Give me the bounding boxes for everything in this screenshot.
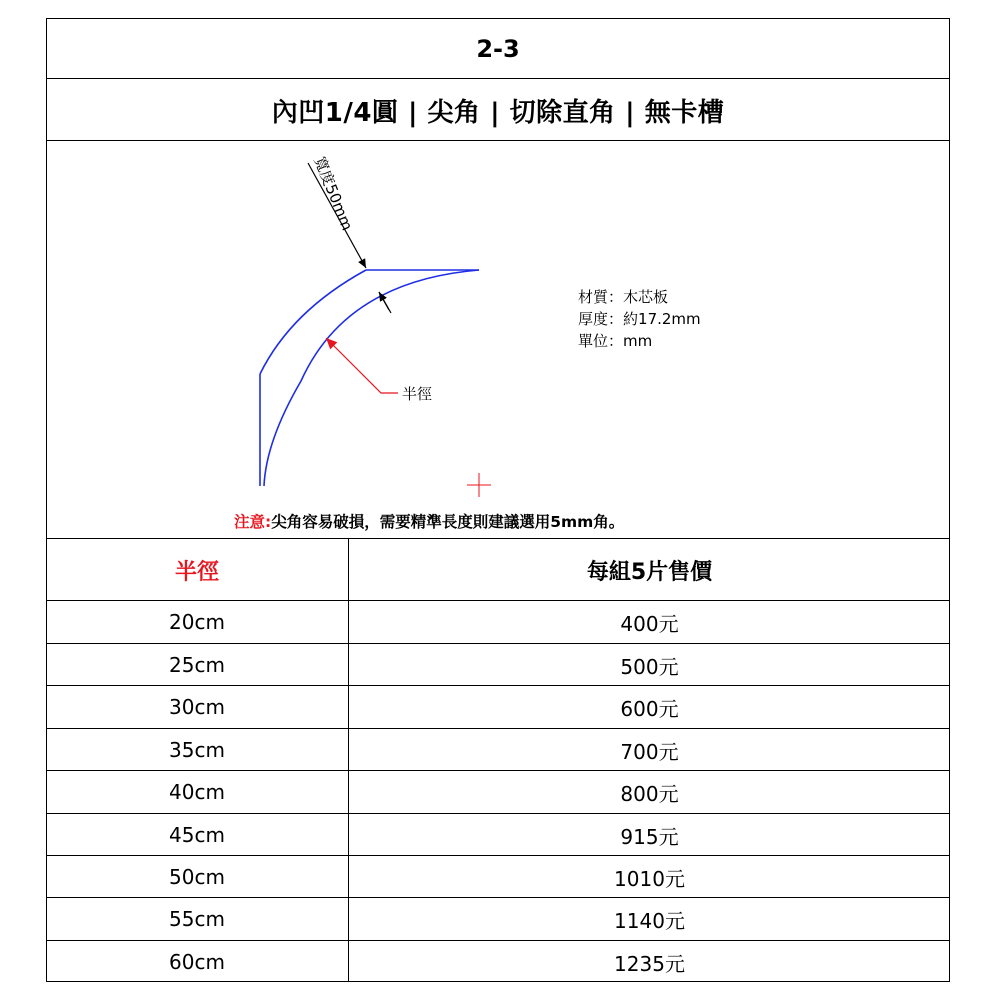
table-cell-radius: 20cm: [169, 610, 225, 634]
profile-outline: [260, 270, 479, 486]
column-header-radius: 半徑: [174, 559, 219, 585]
table-cell-price: 1140元: [614, 908, 685, 933]
width-label: 寬度50mm: [310, 153, 357, 234]
radius-leader: [326, 338, 398, 393]
table-cell-radius: 35cm: [169, 738, 225, 762]
table-cell-price: 400元: [620, 611, 679, 636]
table-cell-price: 700元: [620, 739, 679, 764]
page-title: 內凹1/4圓 | 尖角 | 切除直角 | 無卡槽: [271, 97, 725, 128]
table-cell-radius: 45cm: [169, 823, 225, 847]
radius-label: 半徑: [402, 385, 433, 403]
spec-thickness: 厚度：約17.2mm: [578, 310, 701, 328]
table-cell-radius: 60cm: [169, 950, 225, 974]
table-cell-radius: 55cm: [169, 907, 225, 931]
table-cell-radius: 25cm: [169, 653, 225, 677]
profile-diagram: [46, 141, 950, 539]
product-code: 2-3: [476, 34, 520, 63]
table-cell-radius: 50cm: [169, 865, 225, 889]
notice-prefix: 注意:: [234, 513, 272, 531]
spec-material: 材質：木芯板: [578, 288, 669, 306]
column-header-price: 每組5片售價: [586, 559, 713, 585]
notice-text: 尖角容易破損，需要精準長度則建議選用5mm角。: [271, 513, 625, 531]
notice: [234, 510, 624, 532]
table-cell-price: 800元: [620, 781, 679, 806]
table-cell-radius: 30cm: [169, 695, 225, 719]
inner-arc: [264, 270, 479, 486]
table-cell-price: 1235元: [614, 951, 685, 976]
spec-unit: 單位：mm: [578, 332, 653, 350]
profile-drawing: [46, 141, 950, 539]
table-cell-price: 915元: [620, 824, 679, 849]
table-cell-price: 600元: [620, 696, 679, 721]
table-cell-price: 500元: [620, 654, 679, 679]
table-cell-price: 1010元: [614, 866, 685, 891]
table-cell-radius: 40cm: [169, 780, 225, 804]
